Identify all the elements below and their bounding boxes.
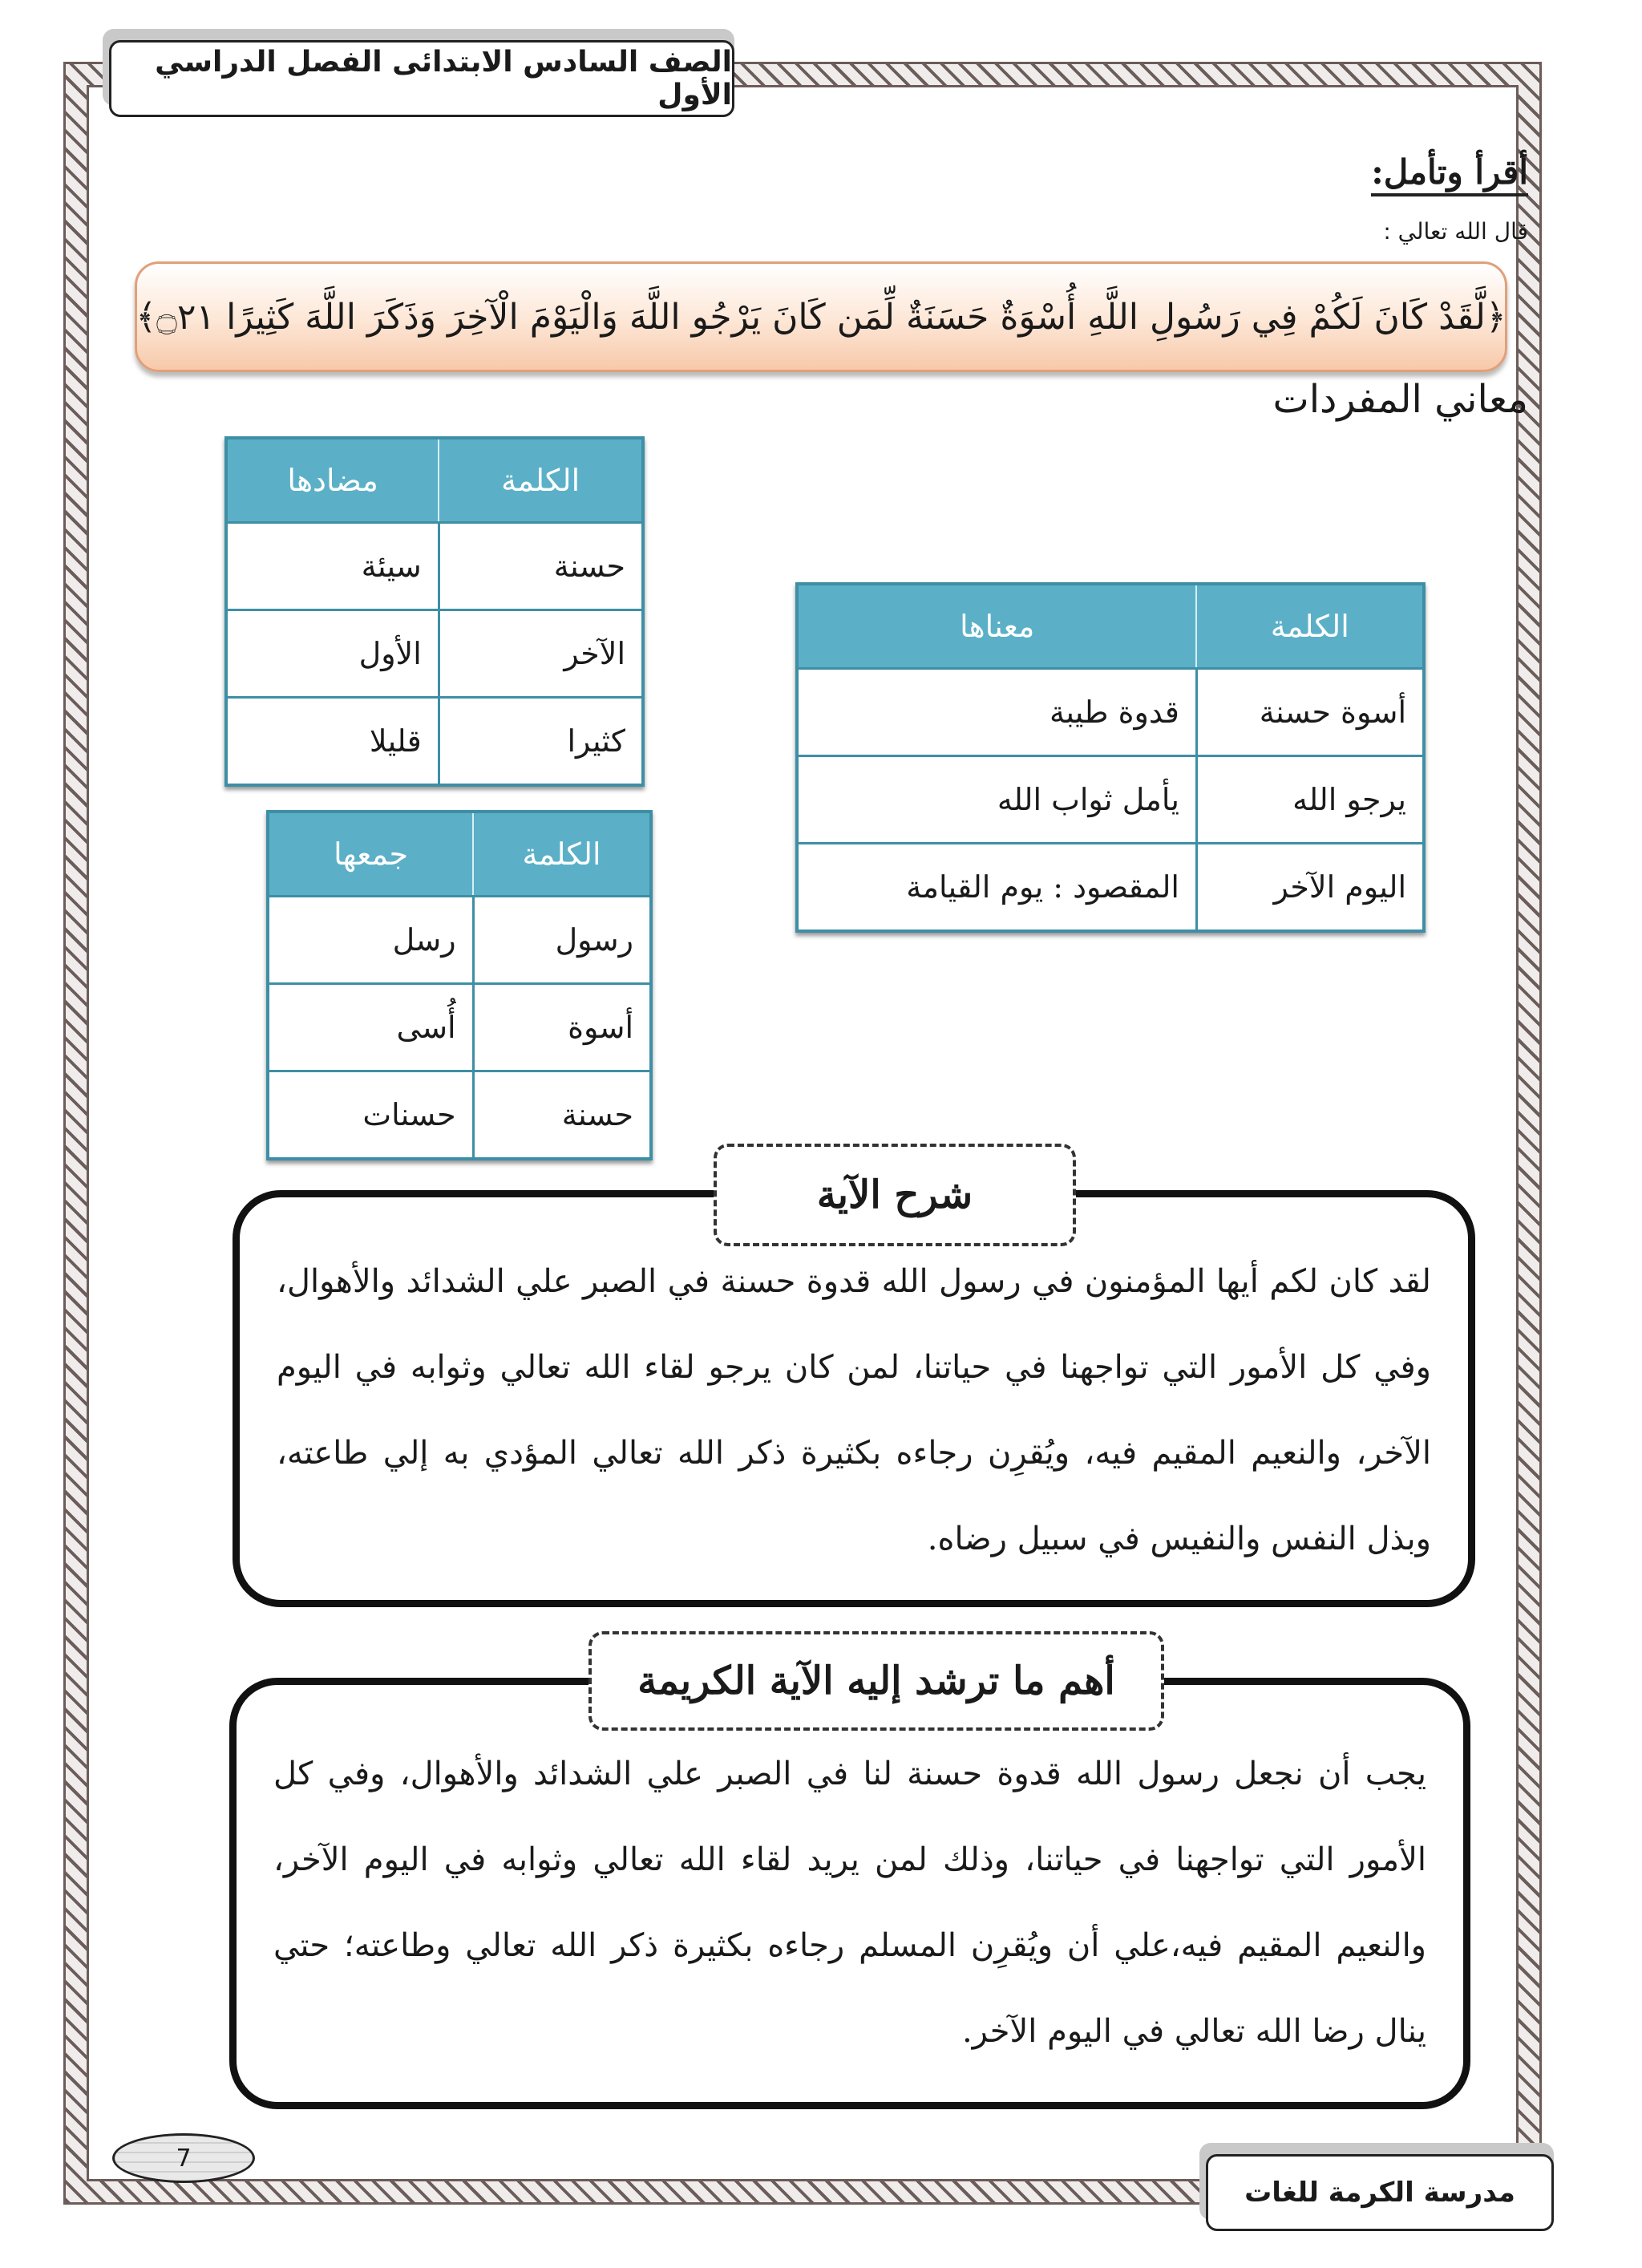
- page-number-badge: [112, 2133, 255, 2183]
- school-name-tag: [1206, 2154, 1554, 2231]
- table-header-meaning: معناها: [797, 584, 1196, 669]
- verse-guidance-text: يجب أن نجعل رسول الله قدوة حسنة لنا في الصبر علي الشدائد والأهوال، وفي كل الأمور التي تواجهنا في حياتنا، وذلك لمن يريد لقاء الله تعالي وثوابه في اليوم الآخر، والنعيم المقيم فيه،علي أن ويُقرِن المسلم رجاءه بكثيرة ذكر الله تعالي وطاعته؛ حتي ينال رضا الله تعالي في اليوم الآخر.: [273, 1756, 1426, 2050]
- table-header-word: الكلمة: [1196, 584, 1424, 669]
- table-header-row: [268, 812, 651, 897]
- table-cell: يرجو الله: [1196, 756, 1424, 844]
- table-row: [797, 669, 1424, 756]
- verse-guidance-title: أهم ما ترشد إليه الآية الكريمة: [637, 1658, 1115, 1703]
- table-cell: اليوم الآخر: [1196, 844, 1424, 932]
- meanings-table: [795, 582, 1426, 933]
- table-row: [268, 897, 651, 984]
- allah-said-label: قال الله تعالي :: [1383, 218, 1528, 245]
- antonyms-table: [224, 436, 645, 787]
- table-row: [268, 1071, 651, 1160]
- table-cell: سيئة: [226, 523, 439, 610]
- table-cell: أُسى: [268, 984, 473, 1071]
- table-header-antonym: مضادها: [226, 438, 439, 523]
- table-cell: حسنات: [268, 1071, 473, 1160]
- table-cell: كثيرا: [439, 698, 643, 786]
- table-cell: قدوة طيبة: [797, 669, 1196, 756]
- table-row: [226, 523, 643, 610]
- table-cell: المقصود : يوم القيامة: [797, 844, 1196, 932]
- table-cell: رسول: [473, 897, 651, 984]
- school-name-text: مدرسة الكرمة للغات: [1244, 2177, 1515, 2209]
- table-cell: يأمل ثواب الله: [797, 756, 1196, 844]
- read-reflect-heading: أقرأ وتأمل:: [1371, 152, 1528, 196]
- table-row: [268, 984, 651, 1071]
- table-header-word: الكلمة: [439, 438, 643, 523]
- page-number: 7: [176, 2144, 192, 2173]
- vocabulary-meanings-heading: معاني المفردات: [1272, 377, 1528, 422]
- verse-explanation-label: [714, 1144, 1076, 1246]
- verse-explanation-title: شرح الآية: [816, 1172, 973, 1217]
- table-cell: أسوة: [473, 984, 651, 1071]
- table-cell: حسنة: [473, 1071, 651, 1160]
- quran-verse-banner: [135, 261, 1507, 372]
- verse-guidance-box: [229, 1678, 1470, 2109]
- table-row: [226, 698, 643, 786]
- table-header-row: [226, 438, 643, 523]
- table-header-plural: جمعها: [268, 812, 473, 897]
- table-cell: قليلا: [226, 698, 439, 786]
- table-header-row: [797, 584, 1424, 669]
- verse-explanation-text: لقد كان لكم أيها المؤمنون في رسول الله قدوة حسنة في الصبر علي الشدائد والأهوال، وفي كل الأمور التي تواجهنا في حياتنا، لمن كان يرجو لقاء الله تعالي وثوابه في اليوم الآخر، والنعيم المقيم فيه، ويُقرِن رجاءه بكثيرة ذكر الله تعالي المؤدي به إلي طاعته، وبذل النفس والنفيس في سبيل رضاه.: [277, 1263, 1431, 1557]
- verse-explanation-box: [233, 1190, 1475, 1607]
- grade-header: [109, 40, 734, 117]
- grade-header-text: الصف السادس الابتدائى الفصل الدراسي الأول: [155, 46, 732, 111]
- table-header-word: الكلمة: [473, 812, 651, 897]
- table-cell: رسل: [268, 897, 473, 984]
- table-cell: أسوة حسنة: [1196, 669, 1424, 756]
- table-row: [797, 756, 1424, 844]
- verse-guidance-label: [588, 1631, 1164, 1731]
- table-cell: الأول: [226, 610, 439, 698]
- table-cell: حسنة: [439, 523, 643, 610]
- table-row: [797, 844, 1424, 932]
- plurals-table: [266, 810, 653, 1160]
- table-cell: الآخر: [439, 610, 643, 698]
- table-row: [226, 610, 643, 698]
- quran-verse-text: ﴿لَّقَدْ كَانَ لَكُمْ فِي رَسُولِ اللَّهِ أُسْوَةٌ حَسَنَةٌ لِّمَن كَانَ يَرْجُو اللَّهَ وَالْيَوْمَ الْآخِرَ وَذَكَرَ اللَّهَ كَثِيرًا ۝٢١﴾: [135, 296, 1507, 338]
